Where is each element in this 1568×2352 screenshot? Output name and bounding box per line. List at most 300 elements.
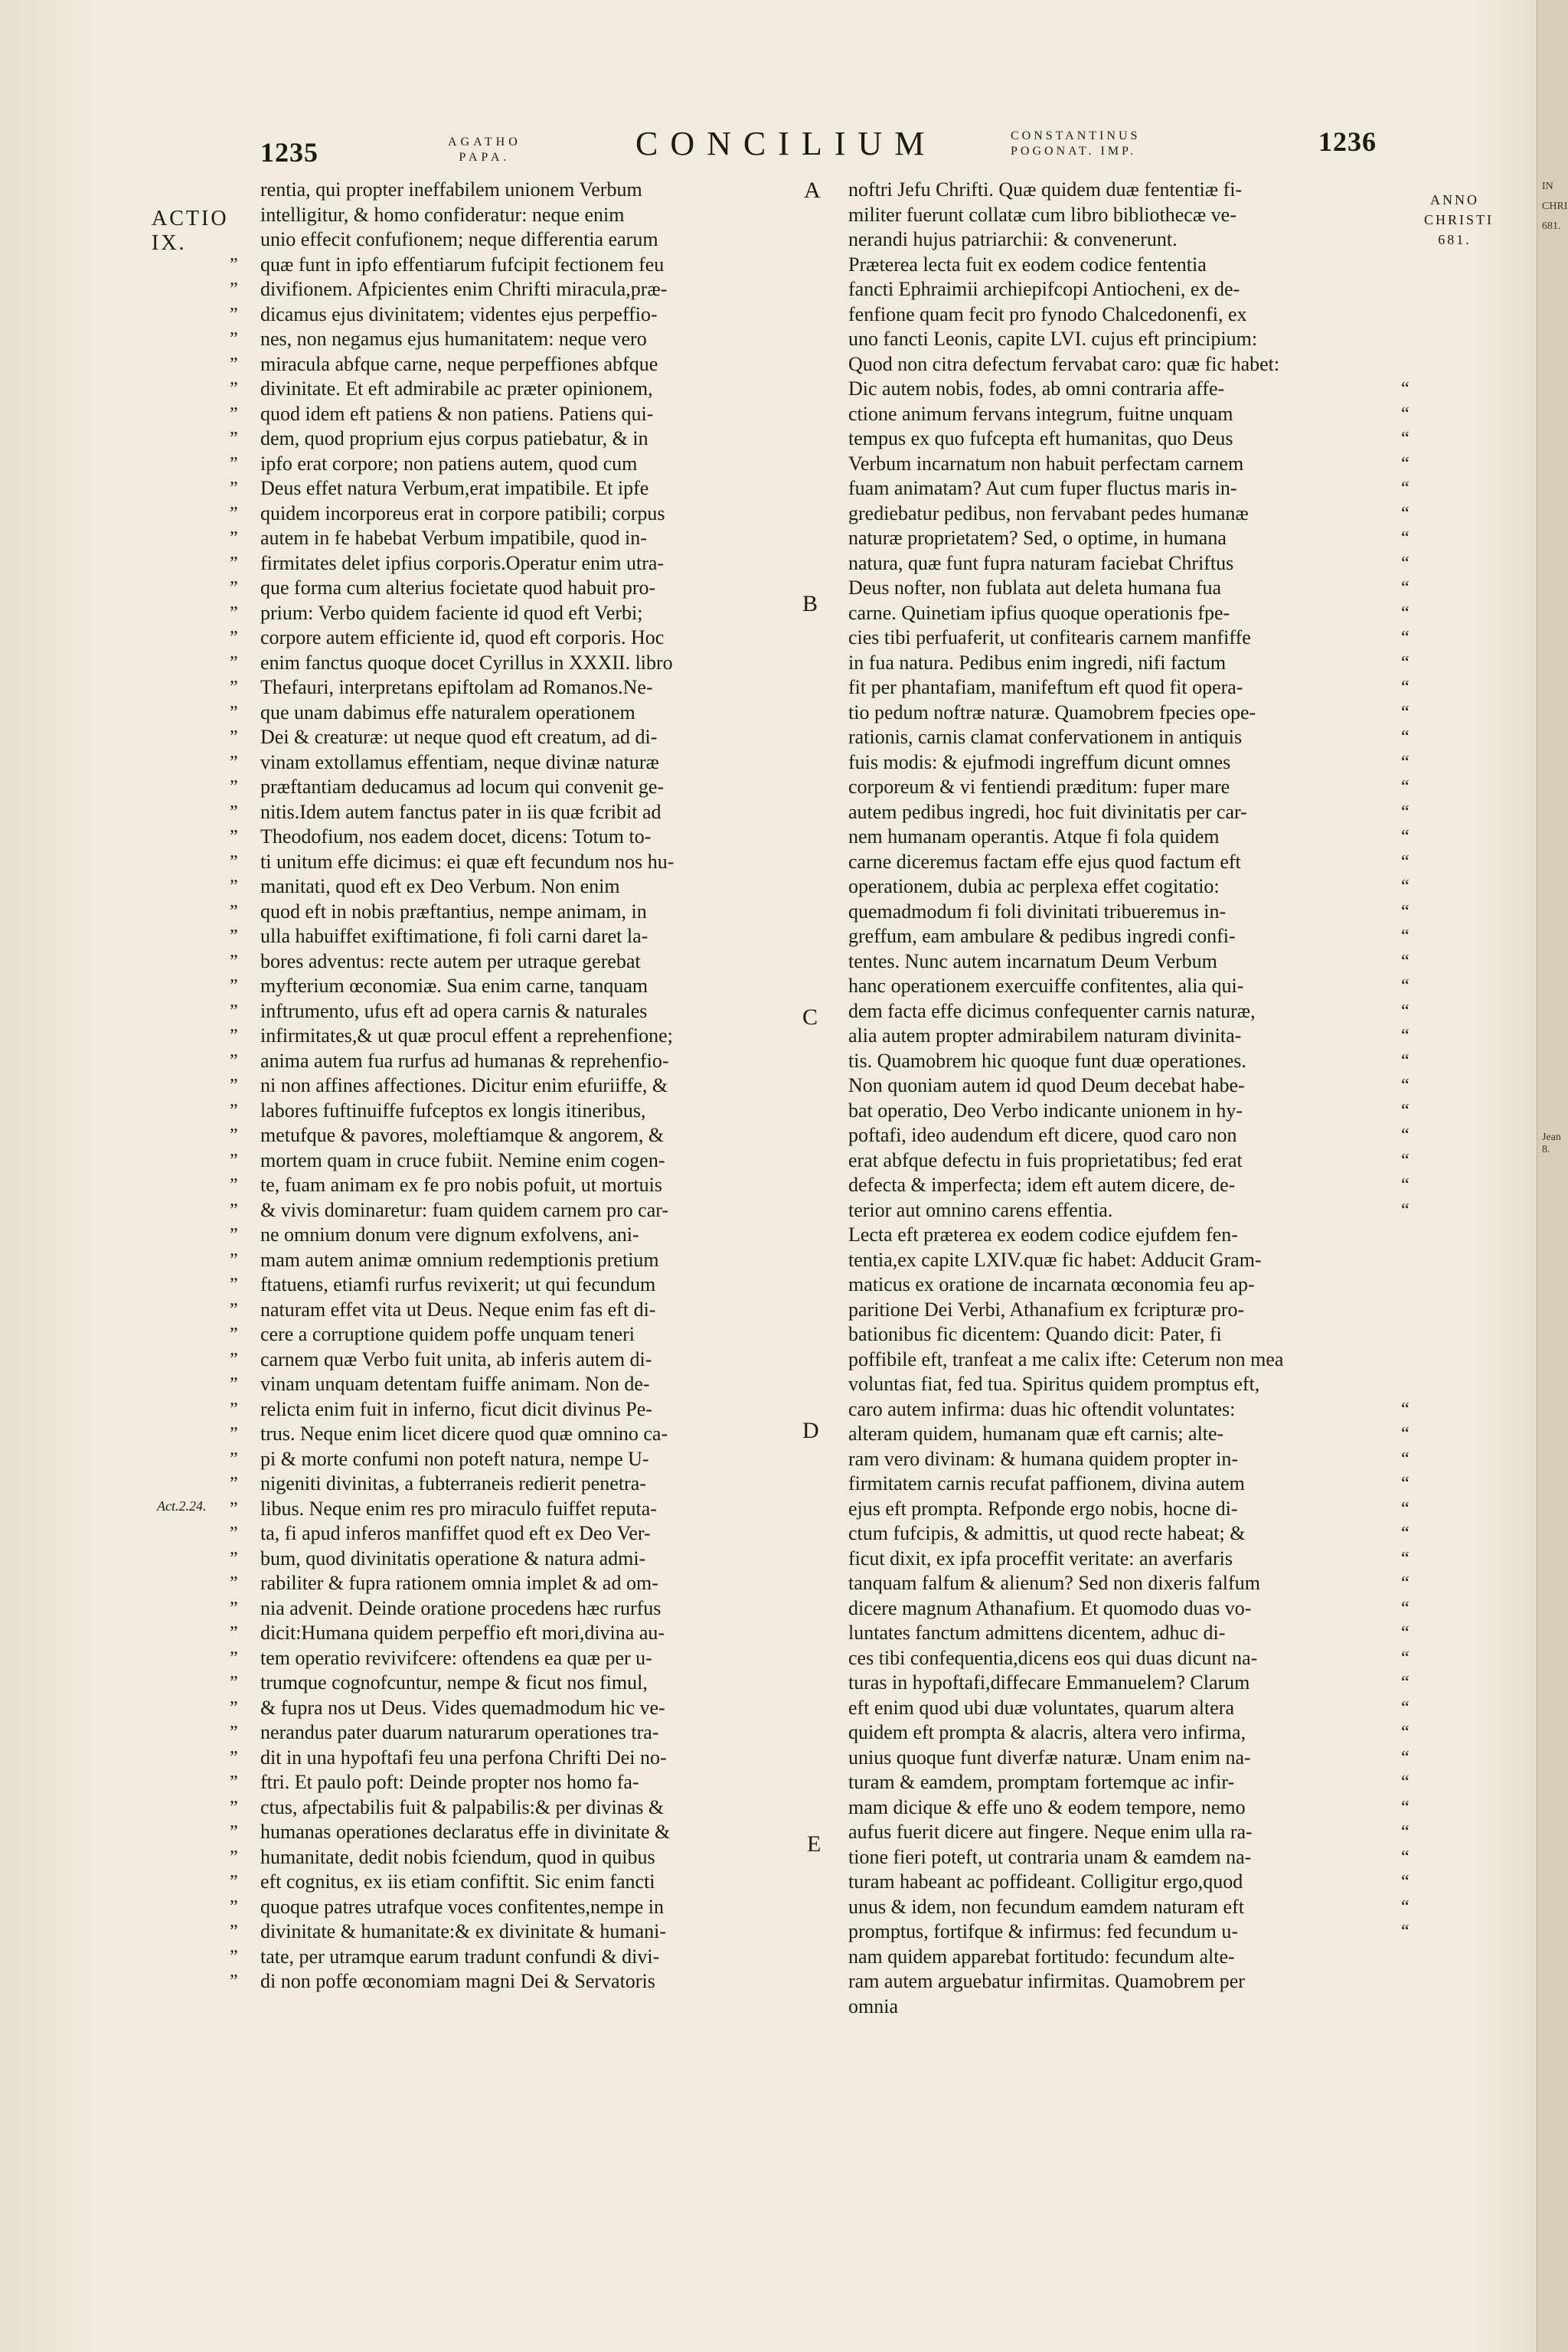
text-line (230, 1969, 796, 1994)
quotation-mark: “ (1401, 727, 1410, 747)
text-line-content: corpore autem efficiente id, quod eft corporis. Hoc (260, 626, 665, 648)
text-line-content: aufus fuerit dicere aut fingere. Neque enim ulla ra- (848, 1821, 1253, 1843)
text-line (230, 1322, 796, 1348)
text-line (848, 576, 1410, 601)
text-line (848, 1994, 1400, 2020)
quotation-mark: “ (1401, 1175, 1410, 1195)
text-line-content: divinitate. Et eft admirabile ac præter opinionem, (260, 377, 653, 400)
running-head-left-line: PAPA. (459, 151, 511, 164)
text-line-content: quoque patres utrafque voces confitentes,nempe in (260, 1895, 665, 1918)
text-line (848, 227, 1400, 253)
text-line-content: infirmitates,& ut quæ procul effent a reprehenfione; (260, 1024, 673, 1047)
text-line (230, 750, 796, 776)
quotation-mark: “ (1401, 1573, 1410, 1593)
text-line (848, 1272, 1400, 1298)
text-line (848, 1372, 1400, 1397)
quotation-mark: “ (1401, 479, 1410, 498)
quotation-mark: ” (230, 1150, 238, 1171)
text-line-content: corporeum & vi fentiendi præditum: fuper mare (848, 776, 1230, 798)
text-line (230, 1646, 796, 1671)
quotation-mark: “ (1401, 553, 1410, 573)
text-line-content: quemadmodum fi foli divinitati tribueremus in- (848, 900, 1227, 923)
text-line (848, 1895, 1410, 1920)
text-line (848, 1298, 1400, 1323)
text-line-content: caro autem infirma: duas hic oftendit voluntates: (848, 1397, 1236, 1420)
text-line-content: ftri. Et paulo poft: Deinde propter nos homo fa- (260, 1771, 639, 1793)
quotation-mark: “ (1401, 528, 1410, 548)
text-line-content: ram vero divinam: & humana quidem propter in- (848, 1447, 1239, 1470)
quotation-mark: ” (230, 429, 238, 449)
text-line (230, 1198, 796, 1223)
text-line (848, 750, 1410, 776)
text-line (230, 775, 796, 800)
text-line-content: unio effecit confufionem; neque differentia earum (260, 228, 658, 250)
text-line-content: trumque cognofcuntur, nempe & ficut nos fimul, (260, 1671, 648, 1694)
quotation-mark: ” (230, 254, 238, 275)
text-line (848, 1696, 1410, 1721)
text-line-content: libus. Neque enim res pro miraculo fuiffet reputa- (260, 1497, 657, 1520)
text-line (848, 1223, 1400, 1248)
text-line-content: metufque & pavores, moleftiamque & angorem, & (260, 1124, 665, 1146)
text-line (848, 253, 1400, 278)
text-line (848, 1348, 1400, 1373)
text-line (230, 1571, 796, 1596)
text-line-content: promptus, fortifque & infirmus: fed fecundum u- (848, 1920, 1239, 1942)
quotation-mark: ” (230, 1673, 238, 1693)
quotation-mark: “ (1401, 1050, 1410, 1071)
text-line-content: hanc operationem exercuiffe confitentes, alia qui- (848, 975, 1244, 997)
quotation-mark: ” (230, 553, 238, 573)
text-line-content: carne diceremus factam effe ejus quod factum eft (848, 850, 1241, 873)
text-line-content: mam dicique & effe uno & eodem tempore, nemo (848, 1795, 1246, 1818)
quotation-mark: ” (230, 827, 238, 847)
quotation-mark: ” (230, 1399, 238, 1419)
text-line-content: poftafi, ideo audendum eft dicere, quod caro non (848, 1124, 1237, 1146)
quotation-mark: ” (230, 727, 238, 747)
text-line (230, 725, 796, 750)
text-line (848, 476, 1410, 501)
quotation-mark: “ (1401, 1847, 1410, 1867)
quotation-mark: ” (230, 1524, 238, 1544)
text-line-content: cere a corruptione quidem poffe unquam teneri (260, 1323, 635, 1345)
text-line-content: turam & eamdem, promptam fortemque ac infir- (848, 1771, 1235, 1793)
text-line (848, 601, 1410, 626)
text-line (230, 1521, 796, 1547)
quotation-mark: “ (1401, 926, 1410, 946)
text-line-content: ctum fufcipis, & admittis, ut quod recte habeat; & (848, 1522, 1246, 1544)
text-line (848, 874, 1410, 900)
text-line (848, 1919, 1410, 1945)
quotation-mark: “ (1401, 1498, 1410, 1519)
text-line (848, 1173, 1410, 1198)
text-line (230, 1696, 796, 1721)
text-line-content: intelligitur, & homo confideratur: neque enim (260, 203, 625, 226)
text-line (230, 924, 796, 949)
text-line (230, 352, 796, 377)
text-line-content: rationis, carnis clamat confervationem in antiquis (848, 726, 1243, 748)
quotation-mark: ” (230, 951, 238, 972)
text-line-content: tentes. Nunc autem incarnatum Deum Verbum (848, 949, 1217, 972)
quotation-mark: ” (230, 403, 238, 424)
text-line (230, 1621, 796, 1646)
text-line-content: nerandi hujus patriarchii: & convenerunt. (848, 228, 1178, 250)
text-line (848, 900, 1410, 925)
quotation-mark: “ (1401, 1797, 1410, 1818)
actio-margin-label (152, 207, 229, 256)
text-line-content: nia advenit. Deinde oratione procedens hæc rurfus (260, 1596, 662, 1619)
text-line-content: terior aut omnino carens effentia. (848, 1198, 1113, 1221)
quotation-mark: ” (230, 1225, 238, 1245)
text-line (848, 626, 1410, 651)
text-line (230, 850, 796, 875)
text-line-content: mam autem animæ omnium redemptionis pretium (260, 1248, 659, 1271)
text-line (848, 302, 1400, 328)
quotation-mark: ” (230, 1250, 238, 1270)
quotation-mark: ” (230, 702, 238, 723)
text-line-content: divifionem. Afpicientes enim Chrifti miracula,præ- (260, 278, 668, 300)
section-marker-e: E (807, 1831, 822, 1857)
text-line (848, 178, 1400, 203)
quotation-mark: ” (230, 304, 238, 325)
text-line-content: fuam animatam? Aut cum fuper fluctus maris in- (848, 477, 1237, 499)
text-line-content: præftantiam deducamus ad locum qui convenit ge- (260, 776, 665, 798)
quotation-mark: “ (1401, 1449, 1410, 1469)
text-line (848, 974, 1410, 999)
text-line (230, 1870, 796, 1895)
strip-fragment: IN (1542, 181, 1553, 192)
text-line-content: bat operatio, Deo Verbo indicante unionem in hy- (848, 1099, 1243, 1122)
text-line-content: voluntas fiat, fed tua. Spiritus quidem promptus eft, (848, 1373, 1260, 1395)
text-line (230, 1497, 796, 1522)
quotation-mark: “ (1401, 1076, 1410, 1096)
quotation-mark: “ (1401, 578, 1410, 598)
text-line-content: Quod non citra defectum fervabat caro: quæ fic habet: (848, 352, 1280, 375)
quotation-mark: ” (230, 1175, 238, 1195)
text-line-content: rentia, qui propter ineffabilem unionem Verbum (260, 178, 642, 201)
quotation-mark: ” (230, 1946, 238, 1967)
text-line (230, 1547, 796, 1572)
quotation-mark: ” (230, 1325, 238, 1344)
quotation-mark: ” (230, 1299, 238, 1320)
text-line (230, 1397, 796, 1423)
text-line-content: turas in hypoftafi,diffecare Emmanuelem? Clarum (848, 1671, 1250, 1694)
text-line (230, 1073, 796, 1099)
quotation-mark: “ (1401, 1150, 1410, 1171)
quotation-mark: “ (1401, 802, 1410, 822)
quotation-mark: “ (1401, 777, 1410, 797)
text-line (230, 874, 796, 900)
text-line-content: te, fuam animam ex fe pro nobis pofuit, ut mortuis (260, 1174, 662, 1196)
text-line (230, 1596, 796, 1622)
quotation-mark: ” (230, 802, 238, 822)
quotation-mark: ” (230, 528, 238, 548)
text-line (230, 1422, 796, 1447)
text-line-content: in fua natura. Pedibus enim ingredi, nifi factum (848, 651, 1227, 674)
quotation-mark: “ (1401, 1872, 1410, 1892)
text-line (230, 1795, 796, 1821)
text-line-content: di non poffe œconomiam magni Dei & Servatoris (260, 1970, 655, 1992)
text-line-content: greffum, eam ambulare & pedibus ingredi confi- (848, 925, 1236, 947)
strip-fragment: CHRI (1542, 201, 1568, 212)
running-head-right-line: POGONAT. IMP. (1011, 145, 1137, 158)
quotation-mark: “ (1401, 453, 1410, 474)
quotation-mark: ” (230, 752, 238, 773)
quotation-mark: ” (230, 1697, 238, 1718)
text-line (848, 1870, 1410, 1895)
quotation-mark: “ (1401, 1001, 1410, 1021)
text-line-content: prium: Verbo quidem faciente id quod eft Verbi; (260, 601, 643, 624)
text-line-content: Deus nofter, non fublata aut deleta humana fua (848, 577, 1221, 599)
text-line-content: bum, quod divinitatis operatione & natura admi- (260, 1547, 646, 1570)
section-marker-b: B (802, 591, 818, 616)
text-line-content: ram autem arguebatur infirmitas. Quamobrem per (848, 1970, 1245, 1992)
quotation-mark: ” (230, 1573, 238, 1593)
text-line (230, 601, 796, 626)
text-line-content: uno fancti Leonis, capite LVI. cujus eft principium: (848, 328, 1258, 350)
text-line-content: Lecta eft præterea ex eodem codice ejufdem fen- (848, 1223, 1238, 1246)
text-line-content: unius quoque funt diverfæ naturæ. Unam enim na- (848, 1746, 1251, 1769)
text-line-content: vinam extollamus effentiam, neque divinæ naturæ (260, 750, 659, 773)
text-line (230, 1671, 796, 1696)
text-line (848, 1447, 1410, 1472)
text-line-content: vinam unquam detentam fuiffe animam. Non de- (260, 1373, 650, 1395)
quotation-mark: “ (1401, 652, 1410, 673)
text-line (230, 1945, 796, 1970)
text-line (230, 551, 796, 577)
text-line-content: & fupra nos ut Deus. Vides quemadmodum hic ve- (260, 1696, 665, 1719)
text-line (230, 227, 796, 253)
quotation-mark: ” (230, 453, 238, 474)
text-line (230, 576, 796, 601)
text-line (848, 501, 1410, 527)
text-line-content: humanitate, dedit nobis fciendum, quod in quibus (260, 1845, 655, 1868)
text-line-content: quæ funt in ipfo effentiarum fufcipit fectionem feu (260, 253, 665, 276)
quotation-mark: “ (1401, 1026, 1410, 1046)
text-line-content: quidem eft prompta & alacris, altera vero infirma, (848, 1721, 1246, 1743)
text-line-content: nam quidem apparebat fortitudo: fecundum alte- (848, 1945, 1235, 1968)
text-line-content: trus. Neque enim licet dicere quod quæ omnino ca- (260, 1423, 668, 1445)
text-line (848, 327, 1400, 352)
text-line (848, 651, 1410, 676)
text-line-content: bores adventus: recte autem per utraque gerebat (260, 949, 641, 972)
text-line (230, 999, 796, 1024)
text-line (230, 1272, 796, 1298)
page-title: CONCILIUM (635, 125, 937, 162)
text-line-content: pi & morte confumi non poteft natura, nempe U- (260, 1447, 649, 1470)
text-line-content: alteram quidem, humanam quæ eft carnis; alte- (848, 1423, 1224, 1445)
text-line-content: eft cognitus, ex iis etiam confiftit. Sic enim fancti (260, 1870, 655, 1893)
text-line-content: fuis modis: & ejufmodi ingreffum dicunt omnes (848, 750, 1231, 773)
text-line (230, 1049, 796, 1074)
quotation-mark: “ (1401, 1922, 1410, 1942)
text-line-content: firmitatem carnis recufat paffionem, divina autem (848, 1472, 1245, 1494)
quotation-mark: “ (1401, 1896, 1410, 1917)
text-line (230, 426, 796, 452)
text-line-content: omnia (848, 1994, 898, 2017)
text-line-content: ti unitum effe dicimus: ei quæ eft fecundum nos hu- (260, 850, 675, 873)
text-line (848, 1845, 1410, 1870)
text-line-content: nem humanam operantis. Atque fi fola quidem (848, 825, 1220, 848)
quotation-mark: “ (1401, 752, 1410, 773)
quotation-mark: “ (1401, 1125, 1410, 1145)
text-line-content: operationem, dubia ac perplexa effet cogitatio: (848, 875, 1220, 897)
quotation-mark: ” (230, 1100, 238, 1121)
text-line-content: inftrumento, ufus eft ad opera carnis & naturales (260, 999, 648, 1022)
quotation-mark: ” (230, 1001, 238, 1021)
text-line (848, 949, 1410, 975)
text-line (230, 1148, 796, 1174)
quotation-mark: “ (1401, 1399, 1410, 1419)
quotation-mark: “ (1401, 1772, 1410, 1792)
quotation-mark: ” (230, 1474, 238, 1494)
text-line (848, 277, 1400, 302)
quotation-mark: ” (230, 329, 238, 349)
text-line-content: naturam effet vita ut Deus. Neque enim fas eft di- (260, 1298, 656, 1321)
text-line (848, 725, 1410, 750)
text-line (230, 1223, 796, 1248)
text-line (848, 1472, 1410, 1497)
quotation-mark: ” (230, 877, 238, 897)
text-line-content: Theodofium, nos eadem docet, dicens: Totum to- (260, 825, 652, 848)
text-line (230, 701, 796, 726)
text-line-content: tem operatio revivifcere: oftendens ea quæ per u- (260, 1646, 652, 1669)
text-line-content: ctione animum fervans integrum, fuitne unquam (848, 402, 1233, 425)
quotation-mark: “ (1401, 877, 1410, 897)
text-line (848, 1770, 1410, 1795)
text-line-content: naturæ proprietatem? Sed, o optime, in humana (848, 527, 1227, 549)
text-line (848, 1547, 1410, 1572)
quotation-mark: ” (230, 578, 238, 598)
text-line-content: ta, fi apud inferos manfiffet quod eft ex Deo Ver- (260, 1522, 651, 1544)
text-line (848, 426, 1410, 452)
text-line-content: quod eft in nobis præftantius, nempe animam, in (260, 900, 647, 923)
text-line-content: anima autem fua rurfus ad humanas & reprehenfio- (260, 1049, 669, 1072)
text-line (848, 1795, 1410, 1821)
quotation-mark: ” (230, 379, 238, 399)
quotation-mark: ” (230, 354, 238, 374)
anno-line: CHRISTI (1424, 212, 1494, 227)
quotation-mark: ” (230, 1623, 238, 1643)
text-line-content: alia autem propter admirabilem naturam divinita- (848, 1024, 1242, 1047)
text-line (848, 1024, 1410, 1049)
text-line (230, 1845, 796, 1870)
text-line-content: noftri Jefu Chrifti. Quæ quidem duæ fententiæ fi- (848, 178, 1243, 201)
quotation-mark: ” (230, 1275, 238, 1295)
quotation-mark: ” (230, 1200, 238, 1220)
text-line (230, 1372, 796, 1397)
text-line-content: nigeniti divinitas, a fubterraneis redierit penetra- (260, 1472, 646, 1494)
text-line-content: que forma cum alterius focietate quod habuit pro- (260, 577, 656, 599)
text-line (230, 1770, 796, 1795)
text-line-content: enim fanctus quoque docet Cyrillus in XXXII. libro (260, 651, 673, 674)
text-line (848, 1198, 1410, 1223)
text-line (848, 1596, 1410, 1622)
running-header (0, 115, 1568, 176)
text-line (230, 1820, 796, 1845)
quotation-mark: ” (230, 1374, 238, 1394)
anno-line: ANNO (1430, 192, 1479, 207)
section-marker-a: A (804, 178, 821, 203)
text-line-content: Dic autem nobis, fodes, ab omni contraria affe- (848, 377, 1225, 400)
quotation-mark: “ (1401, 678, 1410, 697)
text-line (230, 302, 796, 328)
quotation-mark: ” (230, 1922, 238, 1942)
text-line-content: Deus effet natura Verbum,erat impatibile. Et ipfe (260, 477, 649, 499)
text-line-content: labores fuftinuiffe fufceptos ex longis itineribus, (260, 1099, 646, 1122)
quotation-mark: “ (1401, 827, 1410, 847)
text-line (848, 1646, 1410, 1671)
quotation-mark: ” (230, 1847, 238, 1867)
text-line (230, 900, 796, 925)
text-line (848, 1322, 1400, 1348)
text-line-content: tanquam falfum & alienum? Sed non dixeris falfum (848, 1572, 1260, 1594)
text-line (848, 800, 1410, 825)
text-line-content: nerandus pater duarum naturarum operationes tra- (260, 1721, 659, 1743)
text-line-content: dit in una hypoftafi feu una perfona Chrifti Dei no- (260, 1746, 667, 1769)
quotation-mark: ” (230, 1772, 238, 1792)
text-line (230, 825, 796, 850)
text-line-content: Non quoniam autem id quod Deum decebat habe- (848, 1074, 1245, 1096)
text-line (848, 775, 1410, 800)
text-line-content: fit per phantafiam, manifeftum eft quod fit opera- (848, 676, 1243, 698)
text-line-content: tione fieri poteft, ut contraria unam & eamdem na- (848, 1845, 1252, 1868)
quotation-mark: “ (1401, 851, 1410, 872)
quotation-mark: “ (1401, 1673, 1410, 1693)
text-line (230, 526, 796, 551)
text-line-content: ficut dixit, ex ipfa proceffit veritate: an averfaris (848, 1547, 1233, 1570)
text-line (230, 1099, 796, 1124)
quotation-mark: ” (230, 503, 238, 524)
text-line (230, 253, 796, 278)
quotation-mark: “ (1401, 1747, 1410, 1768)
text-line (230, 402, 796, 427)
text-line-content: bationibus fic dicentem: Quando dicit: Pater, fi (848, 1323, 1222, 1345)
text-line-content: dicere magnum Athanafium. Et quomodo duas vo- (848, 1596, 1252, 1619)
text-line-content: tate, per utramque earum tradunt confundi & divi- (260, 1945, 660, 1968)
left-text-column (230, 178, 796, 1994)
text-line-content: Thefauri, interpretans epiftolam ad Romanos.Ne- (260, 676, 653, 698)
text-line (848, 526, 1410, 551)
text-line (848, 1049, 1410, 1074)
quotation-mark: ” (230, 652, 238, 673)
text-line (230, 1248, 796, 1273)
text-line (848, 1422, 1410, 1447)
text-line-content: ces tibi confequentia,dicens eos qui duas dicunt na- (848, 1646, 1258, 1669)
text-line (230, 800, 796, 825)
text-line-content: ne omnium donum vere dignum exfolvens, ani- (260, 1223, 639, 1246)
text-line (230, 452, 796, 477)
quotation-mark: ” (230, 1598, 238, 1619)
text-line-content: que unam dabimus effe naturalem operationem (260, 701, 635, 724)
text-line-content: ipfo erat corpore; non patiens autem, quod cum (260, 452, 638, 475)
text-line-content: maticus ex oratione de incarnata œconomia feu ap- (848, 1273, 1255, 1295)
quotation-mark: ” (230, 1076, 238, 1096)
anno-line: 681. (1438, 232, 1472, 247)
text-line (848, 1671, 1410, 1696)
quotation-mark: ” (230, 1424, 238, 1444)
text-line-content: cies tibi perfuaferit, ut confitearis carnem manfiffe (848, 626, 1251, 648)
page-number-left: 1235 (260, 137, 318, 168)
text-line-content: dicit:Humana quidem perpeffio eft mori,divina au- (260, 1622, 665, 1644)
text-line-content: natura, quæ funt fupra naturam faciebat Chriftus (848, 551, 1234, 574)
quotation-mark: ” (230, 851, 238, 872)
quotation-mark: ” (230, 628, 238, 648)
text-line (230, 1895, 796, 1920)
quotation-mark: ” (230, 603, 238, 623)
quotation-mark: “ (1401, 976, 1410, 996)
text-line (848, 352, 1400, 377)
text-line (230, 626, 796, 651)
